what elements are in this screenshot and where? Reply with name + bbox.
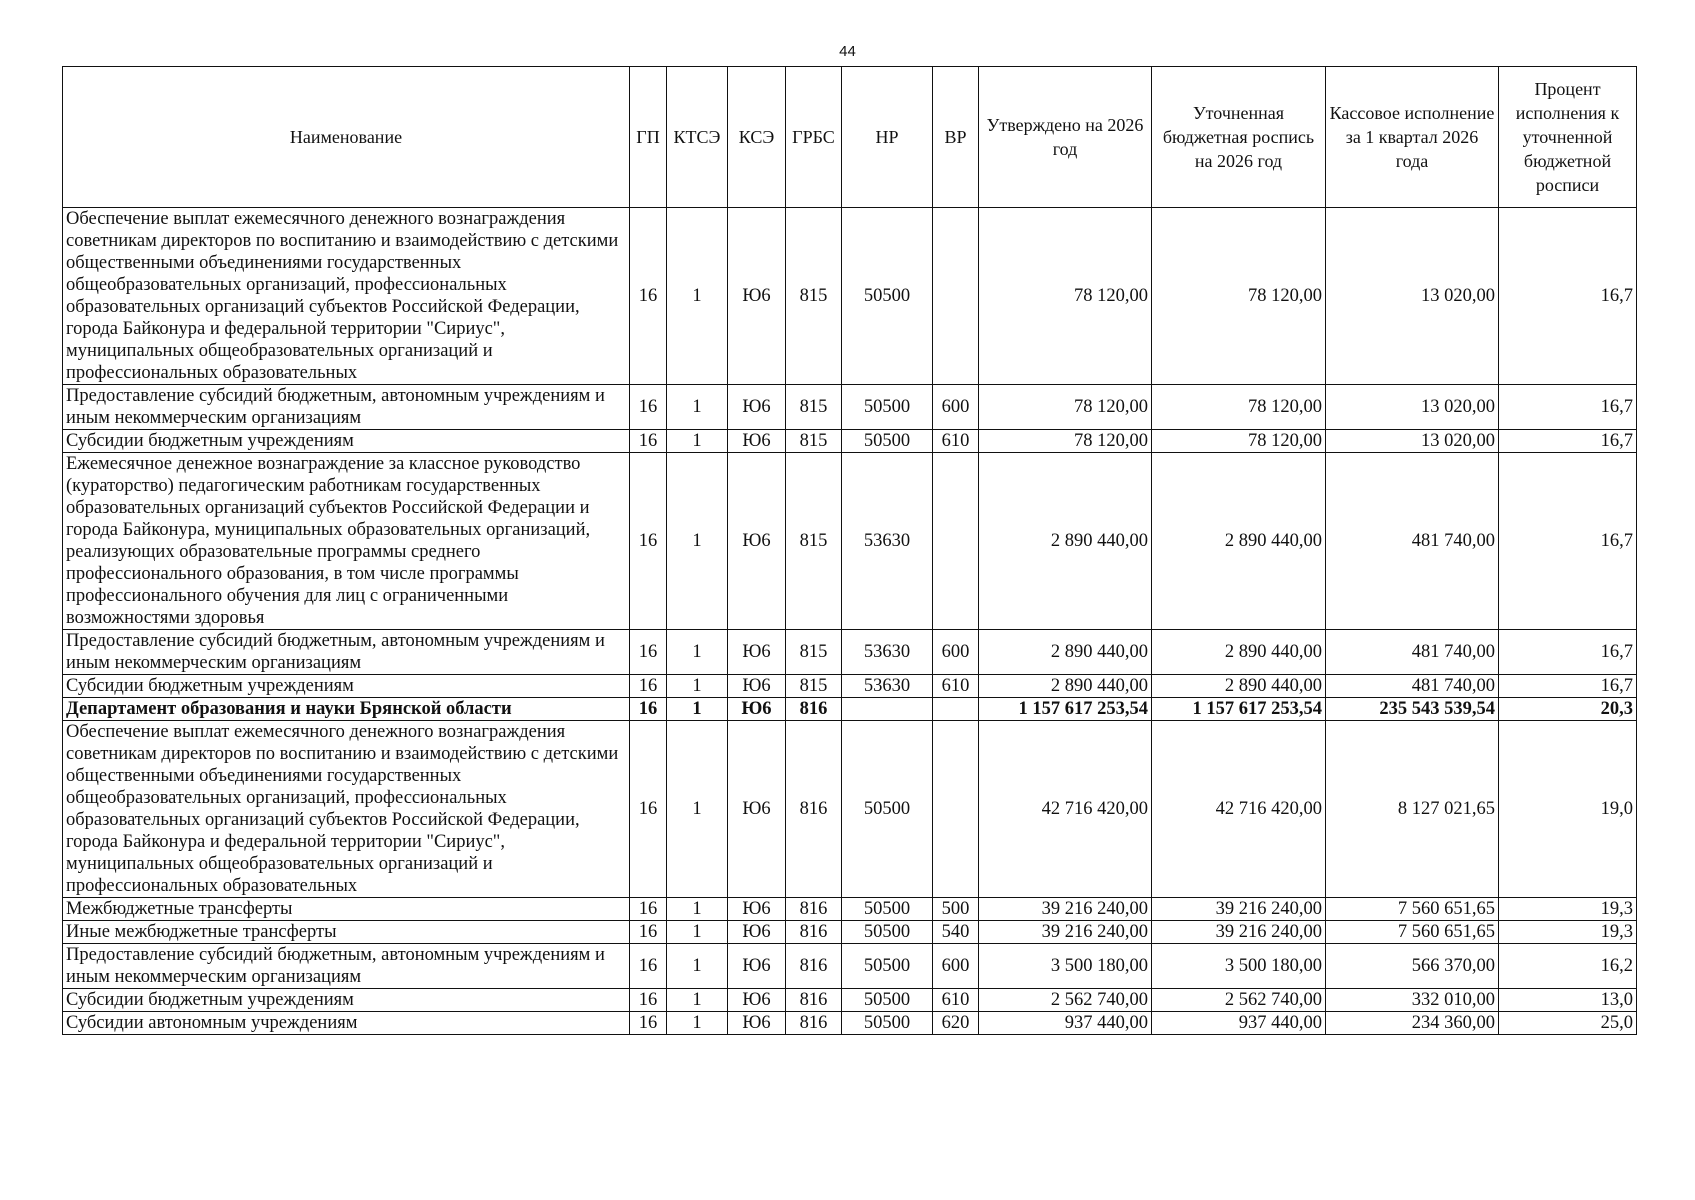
table-row — [63, 698, 1637, 721]
cell-approved: 39 216 240,00 — [979, 898, 1152, 921]
cell-kse: Ю6 — [728, 208, 786, 385]
table-row — [63, 630, 1637, 675]
cell-grbs: 816 — [786, 1012, 842, 1035]
cell-kse: Ю6 — [728, 944, 786, 989]
table-row — [63, 385, 1637, 430]
cell-ktse: 1 — [667, 430, 728, 453]
header-cash: Кассовое исполнение за 1 квартал 2026 года — [1326, 67, 1499, 208]
table-row — [63, 208, 1637, 385]
cell-percent: 16,7 — [1499, 675, 1637, 698]
header-grbs: ГРБС — [786, 67, 842, 208]
cell-vr: 600 — [933, 385, 979, 430]
cell-cash: 481 740,00 — [1326, 675, 1499, 698]
cell-name: Обеспечение выплат ежемесячного денежного вознаграждения советникам директоров по воспитанию и взаимодействию с детскими общественными объединениями государственных общеобразовательных организаций, профессиональных образовательных организаций субъектов Российской Федерации, города Байконура и федеральной территории "Сириус", муниципальных общеобразовательных организаций и профессиональных образовательных — [63, 208, 630, 385]
cell-gp: 16 — [630, 675, 667, 698]
cell-refined: 2 562 740,00 — [1152, 989, 1326, 1012]
cell-grbs: 815 — [786, 430, 842, 453]
cell-percent: 25,0 — [1499, 1012, 1637, 1035]
cell-nr: 53630 — [842, 453, 933, 630]
cell-refined: 42 716 420,00 — [1152, 721, 1326, 898]
cell-grbs: 816 — [786, 721, 842, 898]
cell-grbs: 816 — [786, 921, 842, 944]
cell-name: Ежемесячное денежное вознаграждение за классное руководство (кураторство) педагогическим работникам государственных образовательных организаций субъектов Российской Федерации и города Байконура, муниципальных образовательных организаций, реализующих образовательные программы среднего профессионального образования, в том числе программы профессионального обучения для лиц с ограниченными возможностями здоровья — [63, 453, 630, 630]
cell-ktse: 1 — [667, 898, 728, 921]
header-ktse: КТСЭ — [667, 67, 728, 208]
header-kse: КСЭ — [728, 67, 786, 208]
cell-name: Субсидии бюджетным учреждениям — [63, 430, 630, 453]
cell-gp: 16 — [630, 721, 667, 898]
cell-kse: Ю6 — [728, 698, 786, 721]
cell-ktse: 1 — [667, 721, 728, 898]
cell-percent: 16,2 — [1499, 944, 1637, 989]
cell-percent: 19,3 — [1499, 898, 1637, 921]
cell-percent: 16,7 — [1499, 208, 1637, 385]
cell-ktse: 1 — [667, 921, 728, 944]
cell-gp: 16 — [630, 698, 667, 721]
cell-vr: 610 — [933, 675, 979, 698]
page-number: 44 — [839, 43, 856, 60]
cell-gp: 16 — [630, 630, 667, 675]
cell-grbs: 815 — [786, 453, 842, 630]
cell-kse: Ю6 — [728, 989, 786, 1012]
cell-nr: 50500 — [842, 208, 933, 385]
header-refined: Уточненная бюджетная роспись на 2026 год — [1152, 67, 1326, 208]
cell-name: Иные межбюджетные трансферты — [63, 921, 630, 944]
cell-approved: 3 500 180,00 — [979, 944, 1152, 989]
cell-gp: 16 — [630, 208, 667, 385]
cell-grbs: 815 — [786, 675, 842, 698]
cell-percent: 19,0 — [1499, 721, 1637, 898]
cell-vr: 600 — [933, 630, 979, 675]
cell-refined: 1 157 617 253,54 — [1152, 698, 1326, 721]
cell-approved: 2 890 440,00 — [979, 630, 1152, 675]
cell-name: Предоставление субсидий бюджетным, автономным учреждениям и иным некоммерческим организациям — [63, 630, 630, 675]
cell-ktse: 1 — [667, 453, 728, 630]
cell-percent: 16,7 — [1499, 630, 1637, 675]
cell-gp: 16 — [630, 921, 667, 944]
cell-approved: 78 120,00 — [979, 385, 1152, 430]
cell-kse: Ю6 — [728, 630, 786, 675]
cell-vr: 610 — [933, 989, 979, 1012]
table-row — [63, 1012, 1637, 1035]
cell-vr: 600 — [933, 944, 979, 989]
cell-gp: 16 — [630, 1012, 667, 1035]
cell-percent: 16,7 — [1499, 430, 1637, 453]
cell-kse: Ю6 — [728, 385, 786, 430]
cell-approved: 937 440,00 — [979, 1012, 1152, 1035]
cell-ktse: 1 — [667, 989, 728, 1012]
cell-approved: 78 120,00 — [979, 208, 1152, 385]
cell-grbs: 815 — [786, 385, 842, 430]
cell-nr: 50500 — [842, 721, 933, 898]
table-row — [63, 675, 1637, 698]
cell-cash: 332 010,00 — [1326, 989, 1499, 1012]
cell-grbs: 815 — [786, 208, 842, 385]
cell-vr: 610 — [933, 430, 979, 453]
table-row — [63, 921, 1637, 944]
cell-name: Обеспечение выплат ежемесячного денежного вознаграждения советникам директоров по воспитанию и взаимодействию с детскими общественными объединениями государственных общеобразовательных организаций, профессиональных образовательных организаций субъектов Российской Федерации, города Байконура и федеральной территории "Сириус", муниципальных общеобразовательных организаций и профессиональных образовательных — [63, 721, 630, 898]
cell-gp: 16 — [630, 385, 667, 430]
cell-cash: 13 020,00 — [1326, 385, 1499, 430]
table-row — [63, 721, 1637, 898]
table-row — [63, 898, 1637, 921]
cell-percent: 19,3 — [1499, 921, 1637, 944]
cell-refined: 2 890 440,00 — [1152, 453, 1326, 630]
cell-grbs: 815 — [786, 630, 842, 675]
cell-gp: 16 — [630, 989, 667, 1012]
cell-nr: 50500 — [842, 1012, 933, 1035]
cell-gp: 16 — [630, 430, 667, 453]
cell-nr: 53630 — [842, 675, 933, 698]
cell-approved: 39 216 240,00 — [979, 921, 1152, 944]
cell-ktse: 1 — [667, 675, 728, 698]
cell-vr: 500 — [933, 898, 979, 921]
cell-percent: 16,7 — [1499, 453, 1637, 630]
cell-kse: Ю6 — [728, 721, 786, 898]
cell-refined: 78 120,00 — [1152, 385, 1326, 430]
cell-kse: Ю6 — [728, 898, 786, 921]
cell-grbs: 816 — [786, 944, 842, 989]
cell-vr — [933, 698, 979, 721]
cell-approved: 2 890 440,00 — [979, 675, 1152, 698]
cell-gp: 16 — [630, 898, 667, 921]
cell-vr — [933, 453, 979, 630]
cell-cash: 235 543 539,54 — [1326, 698, 1499, 721]
cell-vr — [933, 208, 979, 385]
cell-kse: Ю6 — [728, 1012, 786, 1035]
table-row — [63, 989, 1637, 1012]
cell-refined: 2 890 440,00 — [1152, 675, 1326, 698]
cell-ktse: 1 — [667, 630, 728, 675]
cell-nr: 50500 — [842, 989, 933, 1012]
header-name: Наименование — [63, 67, 630, 208]
cell-refined: 39 216 240,00 — [1152, 921, 1326, 944]
cell-kse: Ю6 — [728, 921, 786, 944]
cell-ktse: 1 — [667, 944, 728, 989]
table-header-row — [63, 67, 1637, 208]
cell-refined: 2 890 440,00 — [1152, 630, 1326, 675]
header-nr: НР — [842, 67, 933, 208]
cell-ktse: 1 — [667, 1012, 728, 1035]
table-row — [63, 430, 1637, 453]
cell-name: Субсидии бюджетным учреждениям — [63, 989, 630, 1012]
cell-grbs: 816 — [786, 898, 842, 921]
cell-approved: 2 890 440,00 — [979, 453, 1152, 630]
cell-kse: Ю6 — [728, 453, 786, 630]
cell-ktse: 1 — [667, 208, 728, 385]
cell-nr: 50500 — [842, 430, 933, 453]
table-row — [63, 453, 1637, 630]
cell-cash: 481 740,00 — [1326, 630, 1499, 675]
cell-name: Предоставление субсидий бюджетным, автономным учреждениям и иным некоммерческим организациям — [63, 385, 630, 430]
cell-refined: 3 500 180,00 — [1152, 944, 1326, 989]
cell-name: Межбюджетные трансферты — [63, 898, 630, 921]
cell-ktse: 1 — [667, 698, 728, 721]
table-row — [63, 944, 1637, 989]
cell-kse: Ю6 — [728, 430, 786, 453]
cell-cash: 7 560 651,65 — [1326, 898, 1499, 921]
cell-gp: 16 — [630, 944, 667, 989]
cell-vr — [933, 721, 979, 898]
cell-nr: 50500 — [842, 944, 933, 989]
cell-cash: 7 560 651,65 — [1326, 921, 1499, 944]
cell-approved: 1 157 617 253,54 — [979, 698, 1152, 721]
cell-grbs: 816 — [786, 989, 842, 1012]
cell-kse: Ю6 — [728, 675, 786, 698]
cell-cash: 481 740,00 — [1326, 453, 1499, 630]
cell-refined: 937 440,00 — [1152, 1012, 1326, 1035]
cell-refined: 39 216 240,00 — [1152, 898, 1326, 921]
header-vr: ВР — [933, 67, 979, 208]
cell-cash: 13 020,00 — [1326, 430, 1499, 453]
cell-refined: 78 120,00 — [1152, 430, 1326, 453]
cell-nr — [842, 698, 933, 721]
cell-percent: 16,7 — [1499, 385, 1637, 430]
cell-name: Предоставление субсидий бюджетным, автономным учреждениям и иным некоммерческим организациям — [63, 944, 630, 989]
header-gp: ГП — [630, 67, 667, 208]
cell-refined: 78 120,00 — [1152, 208, 1326, 385]
cell-gp: 16 — [630, 453, 667, 630]
header-percent: Процент исполнения к уточненной бюджетной росписи — [1499, 67, 1637, 208]
cell-vr: 620 — [933, 1012, 979, 1035]
cell-percent: 20,3 — [1499, 698, 1637, 721]
cell-cash: 234 360,00 — [1326, 1012, 1499, 1035]
cell-nr: 50500 — [842, 921, 933, 944]
cell-ktse: 1 — [667, 385, 728, 430]
cell-name: Субсидии бюджетным учреждениям — [63, 675, 630, 698]
cell-nr: 50500 — [842, 385, 933, 430]
cell-grbs: 816 — [786, 698, 842, 721]
cell-approved: 78 120,00 — [979, 430, 1152, 453]
cell-cash: 566 370,00 — [1326, 944, 1499, 989]
cell-name: Департамент образования и науки Брянской области — [63, 698, 630, 721]
cell-percent: 13,0 — [1499, 989, 1637, 1012]
cell-approved: 42 716 420,00 — [979, 721, 1152, 898]
cell-nr: 53630 — [842, 630, 933, 675]
budget-table — [62, 66, 1637, 1035]
header-approved: Утверждено на 2026 год — [979, 67, 1152, 208]
cell-vr: 540 — [933, 921, 979, 944]
cell-nr: 50500 — [842, 898, 933, 921]
cell-name: Субсидии автономным учреждениям — [63, 1012, 630, 1035]
cell-cash: 13 020,00 — [1326, 208, 1499, 385]
cell-cash: 8 127 021,65 — [1326, 721, 1499, 898]
cell-approved: 2 562 740,00 — [979, 989, 1152, 1012]
